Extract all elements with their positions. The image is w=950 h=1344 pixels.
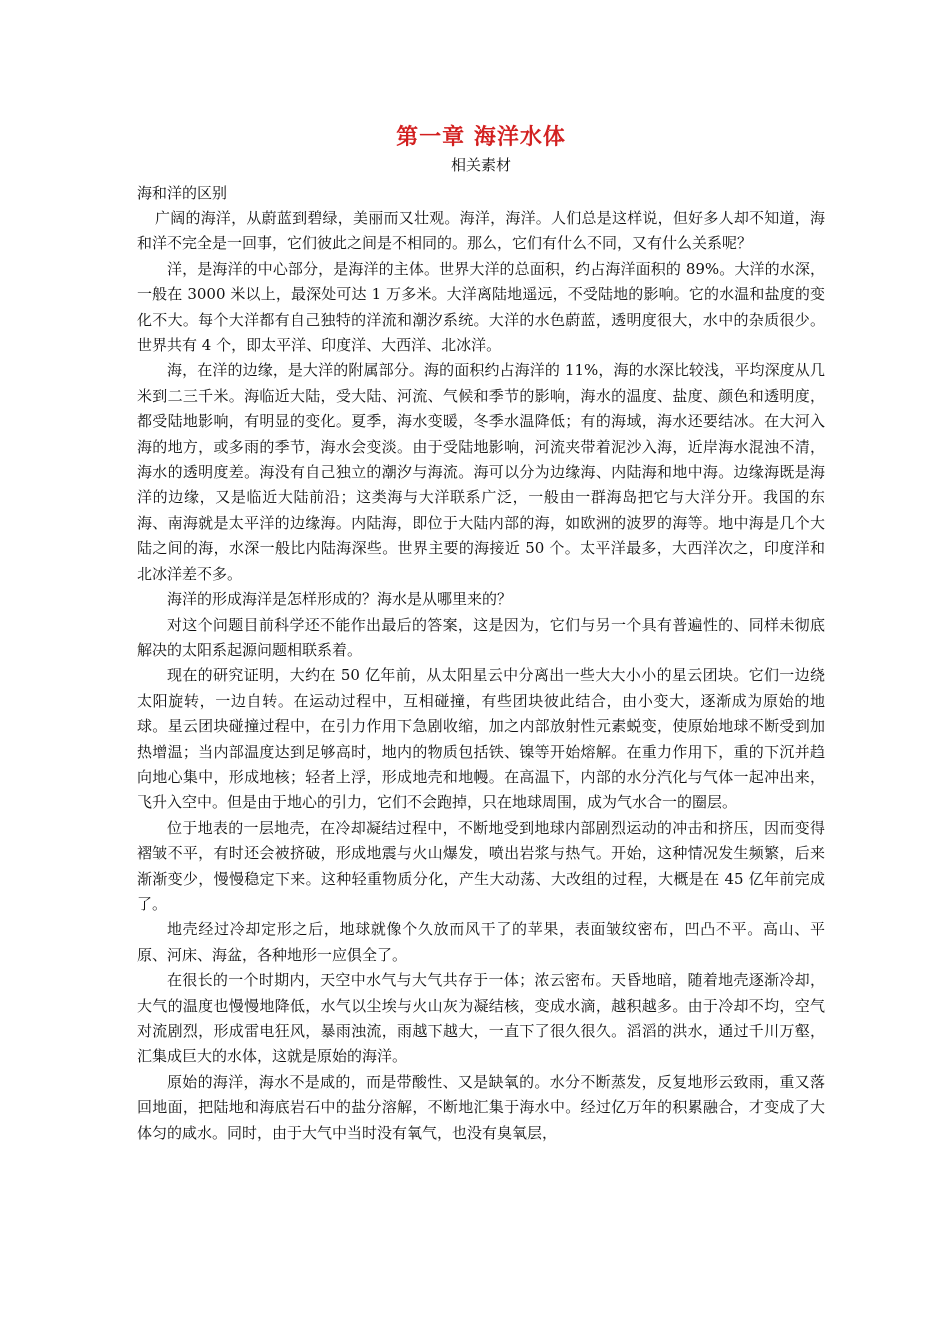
- document-page: [137, 122, 825, 1146]
- paragraph: 广阔的海洋，从蔚蓝到碧绿，美丽而又壮观。海洋，海洋。人们总是这样说，但好多人却不知道，海和洋不完全是一回事，它们彼此之间是不相同的。那么，它们有什么不同，又有什么关系呢？: [137, 209, 825, 253]
- paragraph: 洋，是海洋的中心部分，是海洋的主体。世界大洋的总面积，约占海洋面积的 89%。大洋的水深，一般在 3000 米以上，最深处可达 1 万多米。大洋离陆地遥远，不受陆地的影响。它的水温和盐度的变化不大。每个大洋都有自己独特的洋流和潮汐系统。大洋的水色蔚蓝，透明度很大，水中的杂质很少。世界共有 4 个，即太平洋、印度洋、大西洋、北冰洋。: [137, 259, 825, 355]
- section-heading: 海和洋的区别: [137, 184, 228, 202]
- paragraph: 对这个问题目前科学还不能作出最后的答案，这是因为，它们与另一个具有普遍性的、同样未彻底解决的太阳系起源问题相联系着。: [137, 615, 825, 659]
- paragraph: 位于地表的一层地壳，在冷却凝结过程中，不断地受到地球内部剧烈运动的冲击和挤压，因而变得褶皱不平，有时还会被挤破，形成地震与火山爆发，喷出岩浆与热气。开始，这种情况发生频繁，后来渐渐变少，慢慢稳定下来。这种轻重物质分化，产生大动荡、大改组的过程，大概是在 45 亿年前完成了。: [137, 818, 825, 913]
- paragraph: 在很长的一个时期内，天空中水气与大气共存于一体；浓云密布。天昏地暗，随着地壳逐渐冷却，大气的温度也慢慢地降低，水气以尘埃与火山灰为凝结核，变成水滴，越积越多。由于冷却不均，空气对流剧烈，形成雷电狂风，暴雨浊流，雨越下越大，一直下了很久很久。滔滔的洪水，通过千川万壑，汇集成巨大的水体，这就是原始的海洋。: [137, 971, 825, 1066]
- chapter-title: 第一章 海洋水体: [396, 124, 566, 150]
- paragraph: 地壳经过冷却定形之后，地球就像个久放而风干了的苹果，表面皱纹密布，凹凸不平。高山、平原、河床、海盆，各种地形一应俱全了。: [137, 920, 825, 964]
- paragraph: 海，在洋的边缘，是大洋的附属部分。海的面积约占海洋的 11%，海的水深比较浅，平均深度从几米到二三千米。海临近大陆，受大陆、河流、气候和季节的影响，海水的温度、盐度、颜色和透明度，都受陆地影响，有明显的变化。夏季，海水变暖，冬季水温降低；有的海域，海水还要结冰。在大河入海的地方，或多雨的季节，海水会变淡。由于受陆地影响，河流夹带着泥沙入海，近岸海水混浊不清，海水的透明度差。海没有自己独立的潮汐与海流。海可以分为边缘海、内陆海和地中海。边缘海既是海洋的边缘，又是临近大陆前沿；这类海与大洋联系广泛，一般由一群海岛把它与大洋分开。我国的东海、南海就是太平洋的边缘海。内陆海，即位于大陆内部的海，如欧洲的波罗的海等。地中海是几个大陆之间的海，水深一般比内陆海深些。世界主要的海接近 50 个。太平洋最多，大西洋次之，印度洋和北冰洋差不多。: [137, 361, 825, 583]
- paragraph: 原始的海洋，海水不是咸的，而是带酸性、又是缺氧的。水分不断蒸发，反复地形云致雨，重又落回地面，把陆地和海底岩石中的盐分溶解，不断地汇集于海水中。经过亿万年的积累融合，才变成了大体匀的咸水。同时，由于大气中当时没有氧气，也没有臭氧层，: [137, 1072, 825, 1142]
- paragraph: 海洋的形成海洋是怎样形成的？海水是从哪里来的？: [167, 590, 513, 609]
- subtitle: 相关素材: [450, 156, 511, 174]
- paragraph: 现在的研究证明，大约在 50 亿年前，从太阳星云中分离出一些大大小小的星云团块。它们一边绕太阳旋转，一边自转。在运动过程中，互相碰撞，有些团块彼此结合，由小变大，逐渐成为原始的地球。星云团块碰撞过程中，在引力作用下急剧收缩，加之内部放射性元素蜕变，使原始地球不断受到加热增温；当内部温度达到足够高时，地内的物质包括铁、镍等开始熔解。在重力作用下，重的下沉并趋向地心集中，形成地核；轻者上浮，形成地壳和地幔。在高温下，内部的水分汽化与气体一起冲出来，飞升入空中。但是由于地心的引力，它们不会跑掉，只在地球周围，成为气水合一的圈层。: [137, 666, 825, 812]
